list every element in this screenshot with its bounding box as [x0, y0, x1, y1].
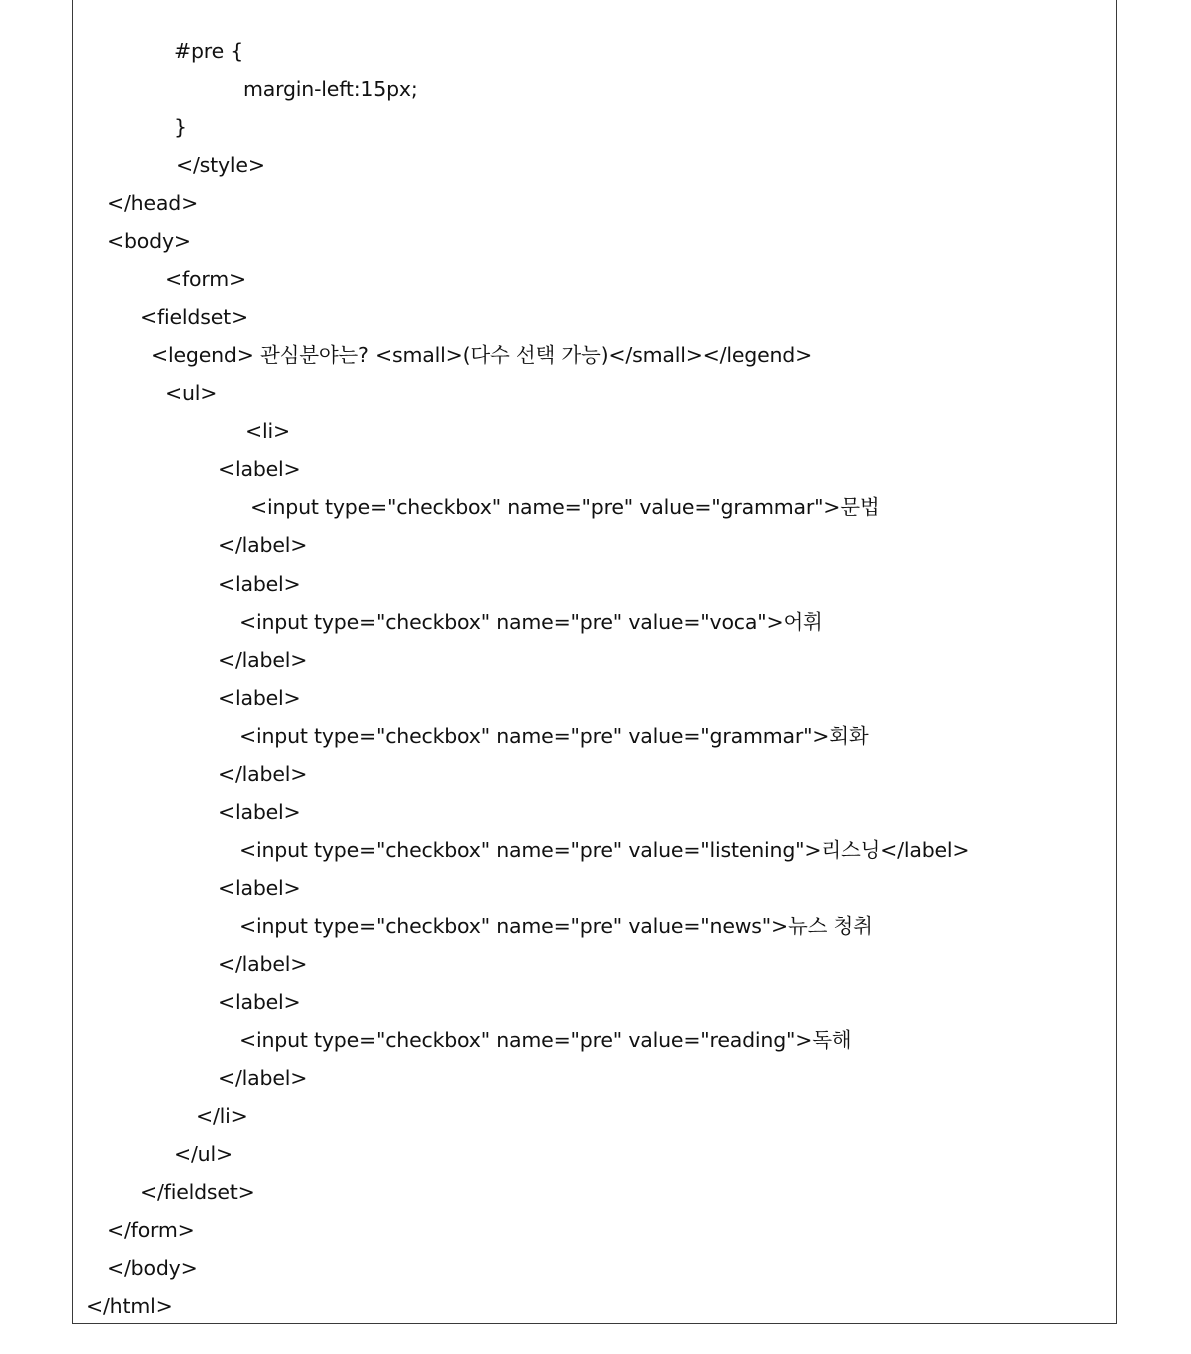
code-line: <label>	[218, 800, 301, 824]
code-line: <input type="checkbox" name="pre" value="listening">리스닝</label>	[239, 838, 970, 862]
code-line: </li>	[196, 1104, 248, 1128]
code-line: <fieldset>	[140, 305, 248, 329]
code-line: </fieldset>	[140, 1180, 255, 1204]
code-line: <input type="checkbox" name="pre" value="voca">어휘	[239, 610, 823, 634]
code-line: }	[174, 115, 187, 139]
code-line: <li>	[245, 419, 290, 443]
code-line: <label>	[218, 876, 301, 900]
code-line: </head>	[107, 191, 199, 215]
code-line: </label>	[218, 533, 308, 557]
code-line: margin-left:15px;	[243, 77, 418, 101]
code-line: </ul>	[174, 1142, 233, 1166]
code-line: <form>	[165, 267, 246, 291]
code-line: <input type="checkbox" name="pre" value="grammar">회화	[239, 724, 869, 748]
code-line: <input type="checkbox" name="pre" value="reading">독해	[239, 1028, 852, 1052]
code-line: <label>	[218, 990, 301, 1014]
code-line: #pre {	[174, 39, 244, 63]
code-line: </label>	[218, 648, 308, 672]
code-line: <input type="checkbox" name="pre" value="grammar">문법	[250, 495, 880, 519]
code-line: <input type="checkbox" name="pre" value="news">뉴스 청취	[239, 914, 873, 938]
code-line: </form>	[107, 1218, 195, 1242]
code-line: <ul>	[165, 381, 218, 405]
code-line: </label>	[218, 1066, 308, 1090]
code-line: </label>	[218, 952, 308, 976]
code-line: </html>	[86, 1294, 173, 1318]
code-line: </label>	[218, 762, 308, 786]
code-line: </body>	[107, 1256, 198, 1280]
code-line: </style>	[176, 153, 265, 177]
code-line: <label>	[218, 457, 301, 481]
code-line: <body>	[107, 229, 191, 253]
code-line: <label>	[218, 572, 301, 596]
code-line: <legend> 관심분야는? <small>(다수 선택 가능)</small></legend>	[151, 343, 813, 367]
code-line: <label>	[218, 686, 301, 710]
